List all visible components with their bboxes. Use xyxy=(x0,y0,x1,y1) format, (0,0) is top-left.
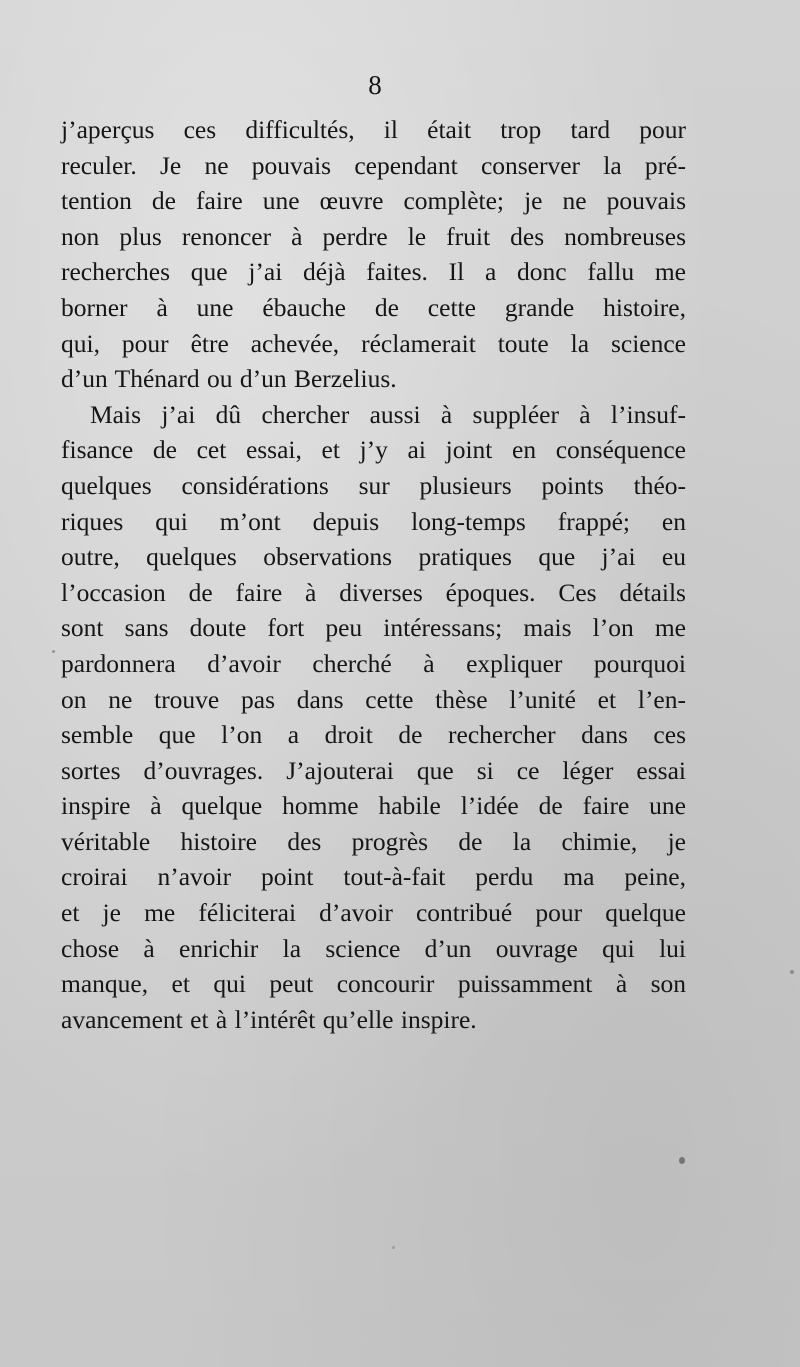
text-line: inspire à quelque homme habile l’idée de faire une xyxy=(61,791,686,821)
text-line: pardonnera d’avoir cherché à expliquer pourquoi xyxy=(61,648,686,678)
page-number: 8 xyxy=(368,70,382,100)
text-line: sortes d’ouvrages. J’ajouterai que si ce léger essai xyxy=(61,755,686,785)
text-line: on ne trouve pas dans cette thèse l’unité et l’en- xyxy=(61,684,686,714)
paragraph-1 xyxy=(61,112,686,397)
text-line: véritable histoire des progrès de la chimie, je xyxy=(61,826,686,856)
text-line: riques qui m’ont depuis long-temps frappé; en xyxy=(61,506,686,536)
text-line: fisance de cet essai, et j’y ai joint en conséquence xyxy=(61,435,686,465)
text-line: recherches que j’ai déjà faites. Il a donc fallu me xyxy=(61,257,686,287)
paper-speck xyxy=(52,650,55,653)
text-line: semble que l’on a droit de rechercher dans ces xyxy=(61,720,686,750)
paragraph-2 xyxy=(61,397,686,1038)
text-line: croirai n’avoir point tout-à-fait perdu ma peine, xyxy=(61,862,686,892)
body-text xyxy=(61,112,686,1037)
text-line: tention de faire une œuvre complète; je ne pouvais xyxy=(61,186,686,216)
text-line: borner à une ébauche de cette grande histoire, xyxy=(61,292,686,322)
text-line: et je me féliciterai d’avoir contribué pour quelque xyxy=(61,898,686,928)
text-line: reculer. Je ne pouvais cependant conserver la pré- xyxy=(61,150,686,180)
text-line: j’aperçus ces difficultés, il était trop tard pour xyxy=(61,115,686,144)
text-line: outre, quelques observations pratiques que j’ai eu xyxy=(61,542,686,572)
text-line: avancement et à l’intérêt qu’elle inspire. xyxy=(61,1004,477,1034)
text-line: manque, et qui peut concourir puissamment à son xyxy=(61,969,686,999)
text-line: d’un Thénard ou d’un Berzelius. xyxy=(61,364,397,394)
text-line: Mais j’ai dû chercher aussi à suppléer à l’insuf- xyxy=(90,399,686,429)
text-line: qui, pour être achevée, réclamerait toute la science xyxy=(61,328,686,358)
paper-speck xyxy=(790,970,794,974)
paper-speck xyxy=(392,1246,395,1249)
text-line: quelques considérations sur plusieurs points théo- xyxy=(61,470,686,500)
text-line: l’occasion de faire à diverses époques. Ces détails xyxy=(61,577,686,607)
paper-speck xyxy=(679,1157,685,1164)
text-line: sont sans doute fort peu intéressans; mais l’on me xyxy=(61,613,686,643)
text-line: chose à enrichir la science d’un ouvrage qui lui xyxy=(61,933,686,963)
text-line: non plus renoncer à perdre le fruit des nombreuses xyxy=(61,221,686,251)
